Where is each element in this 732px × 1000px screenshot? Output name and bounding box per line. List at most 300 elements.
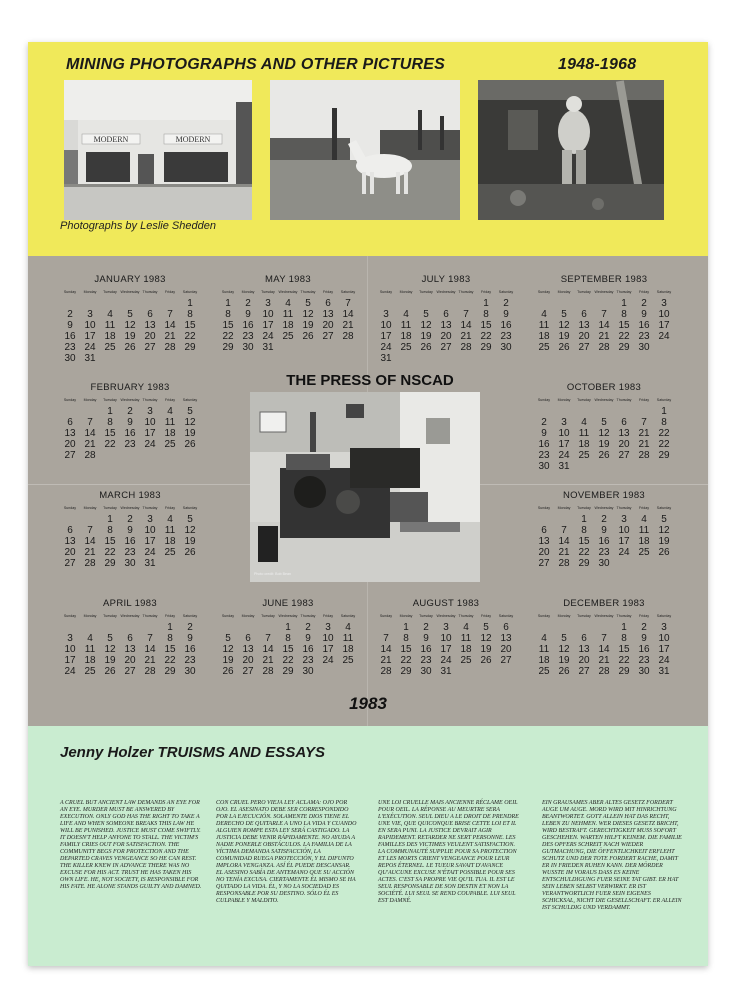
weekday-header: Sunday Monday Tuesday Wednesday Thursday Friday Saturday: [221, 290, 356, 294]
day-cell: [594, 622, 614, 633]
day-cell: 19: [558, 655, 570, 666]
day-cell: 29: [578, 558, 590, 569]
day-cell: 31: [84, 353, 96, 364]
day-cell: 13: [538, 536, 550, 547]
day-cell: 22: [104, 439, 116, 450]
day-cell: 5: [187, 406, 193, 417]
day-cell: 30: [598, 558, 610, 569]
day-cell: [456, 353, 476, 364]
day-cell: 17: [558, 439, 570, 450]
day-cell: 10: [322, 633, 334, 644]
day-cell: [180, 353, 200, 364]
month-name: JANUARY 1983: [94, 274, 166, 285]
day-cell: [396, 353, 416, 364]
month-november: [534, 490, 674, 569]
day-cell: 16: [124, 536, 136, 547]
day-cell: 28: [380, 666, 392, 677]
day-cell: 25: [538, 666, 550, 677]
day-cell: [654, 461, 674, 472]
day-cell: 7: [147, 633, 153, 644]
day-cell: 12: [222, 644, 234, 655]
day-cell: 27: [578, 666, 590, 677]
day-cell: 24: [440, 655, 452, 666]
day-cell: 31: [558, 461, 570, 472]
day-cell: 30: [184, 666, 196, 677]
day-cell: 24: [658, 655, 670, 666]
day-cell: [534, 406, 554, 417]
day-cell: 20: [500, 644, 512, 655]
weekday-header: Sunday Monday Tuesday Wednesday Thursday Friday Saturday: [63, 398, 198, 402]
day-cell: 24: [84, 342, 96, 353]
month-name: SEPTEMBER 1983: [560, 274, 648, 285]
day-cell: 12: [124, 320, 136, 331]
day-cell: 1: [483, 298, 489, 309]
day-cell: 4: [167, 406, 173, 417]
day-cell: [614, 461, 634, 472]
day-cell: 11: [400, 320, 412, 331]
day-cell: 30: [638, 666, 650, 677]
day-cell: 5: [107, 633, 113, 644]
day-cell: [120, 353, 140, 364]
day-cell: [376, 622, 396, 633]
day-cell: 12: [420, 320, 432, 331]
day-cell: 3: [661, 298, 667, 309]
day-cell: 21: [144, 655, 156, 666]
day-cell: 2: [305, 622, 311, 633]
day-grid: [534, 406, 674, 472]
press-photo-credit: Photo credit: Bob Bean: [254, 572, 291, 576]
day-cell: 8: [403, 633, 409, 644]
day-cell: 4: [581, 417, 587, 428]
day-cell: 9: [245, 309, 251, 320]
day-cell: 27: [144, 342, 156, 353]
day-cell: [496, 353, 516, 364]
month-name: NOVEMBER 1983: [562, 490, 646, 501]
day-cell: 11: [164, 417, 176, 428]
day-cell: 15: [480, 320, 492, 331]
day-cell: 12: [480, 633, 492, 644]
day-cell: 18: [638, 536, 650, 547]
day-cell: 5: [225, 633, 231, 644]
day-cell: 10: [144, 525, 156, 536]
day-cell: 25: [84, 666, 96, 677]
day-cell: 28: [598, 342, 610, 353]
day-cell: [554, 298, 574, 309]
day-cell: 30: [64, 353, 76, 364]
day-cell: 6: [147, 309, 153, 320]
day-cell: 25: [638, 547, 650, 558]
day-cell: 21: [84, 547, 96, 558]
day-cell: 7: [87, 417, 93, 428]
day-cell: 4: [541, 633, 547, 644]
day-cell: 3: [621, 514, 627, 525]
day-cell: 8: [107, 525, 113, 536]
day-cell: 19: [222, 655, 234, 666]
day-cell: 15: [104, 536, 116, 547]
day-cell: [554, 514, 574, 525]
day-cell: [120, 450, 140, 461]
day-cell: 27: [124, 666, 136, 677]
day-cell: 5: [305, 298, 311, 309]
day-cell: [574, 461, 594, 472]
day-cell: 1: [621, 298, 627, 309]
day-cell: 8: [621, 633, 627, 644]
day-cell: 14: [144, 644, 156, 655]
day-cell: [554, 622, 574, 633]
day-cell: 23: [242, 331, 254, 342]
month-name: OCTOBER 1983: [566, 382, 642, 393]
day-cell: [614, 558, 634, 569]
day-cell: 15: [578, 536, 590, 547]
day-cell: 17: [658, 644, 670, 655]
day-cell: 11: [460, 633, 472, 644]
day-cell: 8: [225, 309, 231, 320]
day-cell: 6: [503, 622, 509, 633]
day-cell: [140, 450, 160, 461]
day-cell: 24: [144, 547, 156, 558]
day-cell: 22: [658, 428, 670, 439]
month-october: [534, 382, 674, 472]
day-cell: 20: [64, 439, 76, 450]
day-cell: 1: [187, 298, 193, 309]
day-cell: 25: [342, 655, 354, 666]
day-cell: 28: [342, 331, 354, 342]
day-cell: [594, 461, 614, 472]
day-cell: [80, 514, 100, 525]
day-cell: 22: [184, 331, 196, 342]
day-cell: 21: [460, 331, 472, 342]
day-cell: [238, 622, 258, 633]
store-photo: [64, 80, 252, 220]
day-cell: [258, 622, 278, 633]
day-cell: 19: [104, 655, 116, 666]
day-cell: [554, 406, 574, 417]
day-cell: 13: [64, 536, 76, 547]
month-march: [60, 490, 200, 569]
day-cell: 14: [558, 536, 570, 547]
day-cell: 16: [638, 644, 650, 655]
day-cell: 21: [84, 439, 96, 450]
day-cell: 22: [282, 655, 294, 666]
day-cell: 13: [440, 320, 452, 331]
day-cell: 18: [460, 644, 472, 655]
day-cell: 23: [302, 655, 314, 666]
press-title: THE PRESS OF NSCAD: [286, 372, 454, 389]
weekday-header: Sunday Monday Tuesday Wednesday Thursday Friday Saturday: [537, 614, 672, 618]
header-title: MINING PHOTOGRAPHS AND OTHER PICTURES: [66, 56, 445, 73]
month-name: FEBRUARY 1983: [90, 382, 170, 393]
day-cell: 26: [124, 342, 136, 353]
day-cell: 14: [598, 644, 610, 655]
day-cell: [574, 406, 594, 417]
day-cell: 6: [541, 525, 547, 536]
calendar-year: 1983: [349, 694, 387, 713]
day-cell: 9: [127, 417, 133, 428]
weekday-header: Sunday Monday Tuesday Wednesday Thursday Friday Saturday: [537, 290, 672, 294]
day-cell: 23: [638, 331, 650, 342]
day-cell: 16: [538, 439, 550, 450]
month-name: MARCH 1983: [99, 490, 161, 501]
day-cell: 30: [638, 342, 650, 353]
day-cell: 13: [618, 428, 630, 439]
day-cell: 16: [420, 644, 432, 655]
day-cell: 22: [578, 547, 590, 558]
miner-photo: [478, 80, 664, 220]
day-cell: 16: [302, 644, 314, 655]
month-september: [534, 274, 674, 353]
weekday-header: Sunday Monday Tuesday Wednesday Thursday Friday Saturday: [221, 614, 356, 618]
day-cell: [80, 298, 100, 309]
day-cell: 29: [222, 342, 234, 353]
day-cell: [634, 461, 654, 472]
day-cell: 8: [661, 417, 667, 428]
day-cell: 18: [104, 331, 116, 342]
day-cell: 7: [641, 417, 647, 428]
day-cell: 8: [167, 633, 173, 644]
day-cell: 9: [127, 525, 133, 536]
day-cell: 22: [618, 331, 630, 342]
day-cell: [80, 622, 100, 633]
day-cell: [60, 514, 80, 525]
day-cell: 26: [184, 439, 196, 450]
day-cell: 26: [558, 342, 570, 353]
day-cell: 10: [84, 320, 96, 331]
day-cell: 13: [322, 309, 334, 320]
day-cell: 15: [222, 320, 234, 331]
month-august: [376, 598, 516, 677]
day-cell: 19: [480, 644, 492, 655]
day-cell: [654, 558, 674, 569]
month-june: [218, 598, 358, 677]
day-cell: 3: [87, 309, 93, 320]
day-cell: 29: [104, 558, 116, 569]
day-cell: 6: [325, 298, 331, 309]
day-cell: 29: [658, 450, 670, 461]
day-cell: 6: [581, 633, 587, 644]
month-name: DECEMBER 1983: [563, 598, 645, 609]
day-cell: 15: [184, 320, 196, 331]
month-may: [218, 274, 358, 353]
day-cell: 28: [638, 450, 650, 461]
day-cell: 10: [380, 320, 392, 331]
day-cell: 5: [127, 309, 133, 320]
day-cell: 2: [245, 298, 251, 309]
day-cell: 17: [380, 331, 392, 342]
day-cell: 18: [84, 655, 96, 666]
day-cell: 2: [67, 309, 73, 320]
store-sign-right: MODERN: [175, 135, 211, 144]
day-cell: 14: [460, 320, 472, 331]
day-grid: [534, 298, 674, 353]
day-cell: [496, 666, 516, 677]
footer-band: [28, 726, 708, 966]
day-cell: 20: [64, 547, 76, 558]
weekday-header: Sunday Monday Tuesday Wednesday Thursday Friday Saturday: [537, 506, 672, 510]
day-cell: [100, 353, 120, 364]
day-cell: 2: [641, 622, 647, 633]
day-cell: 22: [618, 655, 630, 666]
day-cell: 1: [225, 298, 231, 309]
day-cell: 14: [164, 320, 176, 331]
day-grid: [60, 298, 200, 364]
day-cell: 29: [480, 342, 492, 353]
day-cell: 3: [325, 622, 331, 633]
day-cell: 14: [262, 644, 274, 655]
day-cell: 5: [561, 309, 567, 320]
day-cell: 1: [285, 622, 291, 633]
day-cell: 13: [64, 428, 76, 439]
day-cell: 6: [245, 633, 251, 644]
month-december: [534, 598, 674, 677]
day-cell: 30: [302, 666, 314, 677]
day-cell: 12: [302, 309, 314, 320]
day-grid: [60, 406, 200, 461]
day-cell: 31: [440, 666, 452, 677]
day-cell: 20: [124, 655, 136, 666]
day-cell: 11: [538, 320, 550, 331]
day-cell: 1: [581, 514, 587, 525]
day-cell: 12: [558, 644, 570, 655]
day-cell: [594, 406, 614, 417]
day-cell: 22: [164, 655, 176, 666]
day-cell: 23: [184, 655, 196, 666]
day-cell: [456, 666, 476, 677]
day-cell: [654, 342, 674, 353]
day-cell: [416, 298, 436, 309]
day-cell: 9: [641, 633, 647, 644]
store-sign-left: MODERN: [93, 135, 129, 144]
day-cell: 29: [164, 666, 176, 677]
photo-credit: Photographs by Leslie Shedden: [60, 220, 216, 232]
day-cell: 30: [242, 342, 254, 353]
day-cell: [338, 666, 358, 677]
day-cell: 11: [638, 525, 650, 536]
day-cell: 18: [400, 331, 412, 342]
day-cell: [160, 298, 180, 309]
day-cell: 9: [305, 633, 311, 644]
day-cell: 8: [285, 633, 291, 644]
day-cell: 12: [184, 525, 196, 536]
day-cell: [160, 353, 180, 364]
day-cell: 3: [383, 309, 389, 320]
day-cell: 17: [144, 536, 156, 547]
day-cell: [534, 622, 554, 633]
day-cell: 20: [578, 655, 590, 666]
day-cell: 3: [561, 417, 567, 428]
day-cell: 1: [621, 622, 627, 633]
day-cell: 11: [342, 633, 354, 644]
day-cell: 10: [618, 525, 630, 536]
day-cell: [456, 298, 476, 309]
day-cell: 11: [164, 525, 176, 536]
day-cell: 27: [64, 450, 76, 461]
day-cell: [376, 298, 396, 309]
day-cell: 20: [144, 331, 156, 342]
month-april: [60, 598, 200, 677]
day-cell: 4: [641, 514, 647, 525]
day-cell: [140, 298, 160, 309]
day-cell: 26: [302, 331, 314, 342]
day-cell: 28: [262, 666, 274, 677]
day-cell: 2: [601, 514, 607, 525]
day-cell: 9: [641, 309, 647, 320]
day-cell: 15: [618, 320, 630, 331]
day-cell: 24: [558, 450, 570, 461]
day-cell: 7: [345, 298, 351, 309]
day-cell: 1: [107, 406, 113, 417]
day-cell: 7: [561, 525, 567, 536]
day-cell: 31: [144, 558, 156, 569]
day-cell: [60, 622, 80, 633]
day-cell: 7: [463, 309, 469, 320]
day-cell: 5: [601, 417, 607, 428]
day-cell: 23: [500, 331, 512, 342]
day-cell: 22: [480, 331, 492, 342]
day-cell: 10: [64, 644, 76, 655]
day-grid: [218, 298, 358, 353]
day-cell: [534, 298, 554, 309]
day-cell: 24: [380, 342, 392, 353]
day-cell: 21: [598, 331, 610, 342]
day-cell: 6: [127, 633, 133, 644]
day-cell: 14: [342, 309, 354, 320]
day-cell: 30: [124, 558, 136, 569]
day-cell: 10: [144, 417, 156, 428]
day-cell: 20: [322, 320, 334, 331]
day-cell: 28: [144, 666, 156, 677]
day-grid: [218, 622, 358, 677]
day-cell: 27: [64, 558, 76, 569]
day-cell: 3: [265, 298, 271, 309]
day-cell: 26: [222, 666, 234, 677]
day-cell: [100, 298, 120, 309]
day-cell: 19: [302, 320, 314, 331]
day-cell: 27: [618, 450, 630, 461]
day-cell: 18: [342, 644, 354, 655]
day-cell: 23: [638, 655, 650, 666]
day-cell: 12: [184, 417, 196, 428]
day-cell: 28: [460, 342, 472, 353]
day-cell: 2: [641, 298, 647, 309]
day-cell: 16: [184, 644, 196, 655]
day-cell: 9: [423, 633, 429, 644]
day-cell: 9: [601, 525, 607, 536]
month-name: JULY 1983: [421, 274, 471, 285]
month-name: AUGUST 1983: [412, 598, 480, 609]
day-cell: 23: [420, 655, 432, 666]
day-cell: 23: [64, 342, 76, 353]
day-cell: 28: [558, 558, 570, 569]
essay-german: EIN GRAUSAMES ABER ALTES GESETZ FORDERT AUGE UM AUGE. MORD WIRD MIT HINRICHTUNG BEANTWORTET. GOTT ALLEIN HAT DAS RECHT, LEBEN ZU NEHMEN. WER DIESES GESETZ BRICHT, WIRD BESTRAFT. GERECHTIGKEIT MUSS SOFORT GESCHEHEN. WARTEN HILFT KEINEM. DIE FAMILIE DES OPFERS SCHREIT NACH WIEDER GUTMACHUNG, DIE ÖFFENTLICHKEIT ERFLEHT SCHUTZ UND DER TOTE FORDERT RACHE, DAMIT ER IN FRIEDEN RUHEN KANN. DER MÖRDER WUSSTE IM VORAUS DASS ES KEINE ENTSCHULDIGUNG FUER SEINE TAT GIBT. ER HAT SEIN LEBEN SELBST VERWIRKT. ER IST VERANTWORTLICH FUER SEIN EIGENES SCHICKSAL, NICHT DIE GESELLSCHAFT. ER ALLEIN IST SCHULDIG UND VERDAMMT.: [542, 800, 682, 911]
day-cell: 30: [420, 666, 432, 677]
day-cell: 31: [262, 342, 274, 353]
day-cell: 26: [184, 547, 196, 558]
day-cell: 11: [578, 428, 590, 439]
day-cell: 2: [187, 622, 193, 633]
day-cell: 3: [67, 633, 73, 644]
day-cell: 3: [147, 514, 153, 525]
day-cell: 26: [420, 342, 432, 353]
day-cell: [100, 622, 120, 633]
day-cell: 20: [538, 547, 550, 558]
day-cell: 27: [440, 342, 452, 353]
day-cell: 4: [345, 622, 351, 633]
day-cell: 8: [581, 525, 587, 536]
day-cell: 2: [127, 514, 133, 525]
day-cell: 30: [500, 342, 512, 353]
day-cell: [614, 406, 634, 417]
day-cell: 10: [558, 428, 570, 439]
